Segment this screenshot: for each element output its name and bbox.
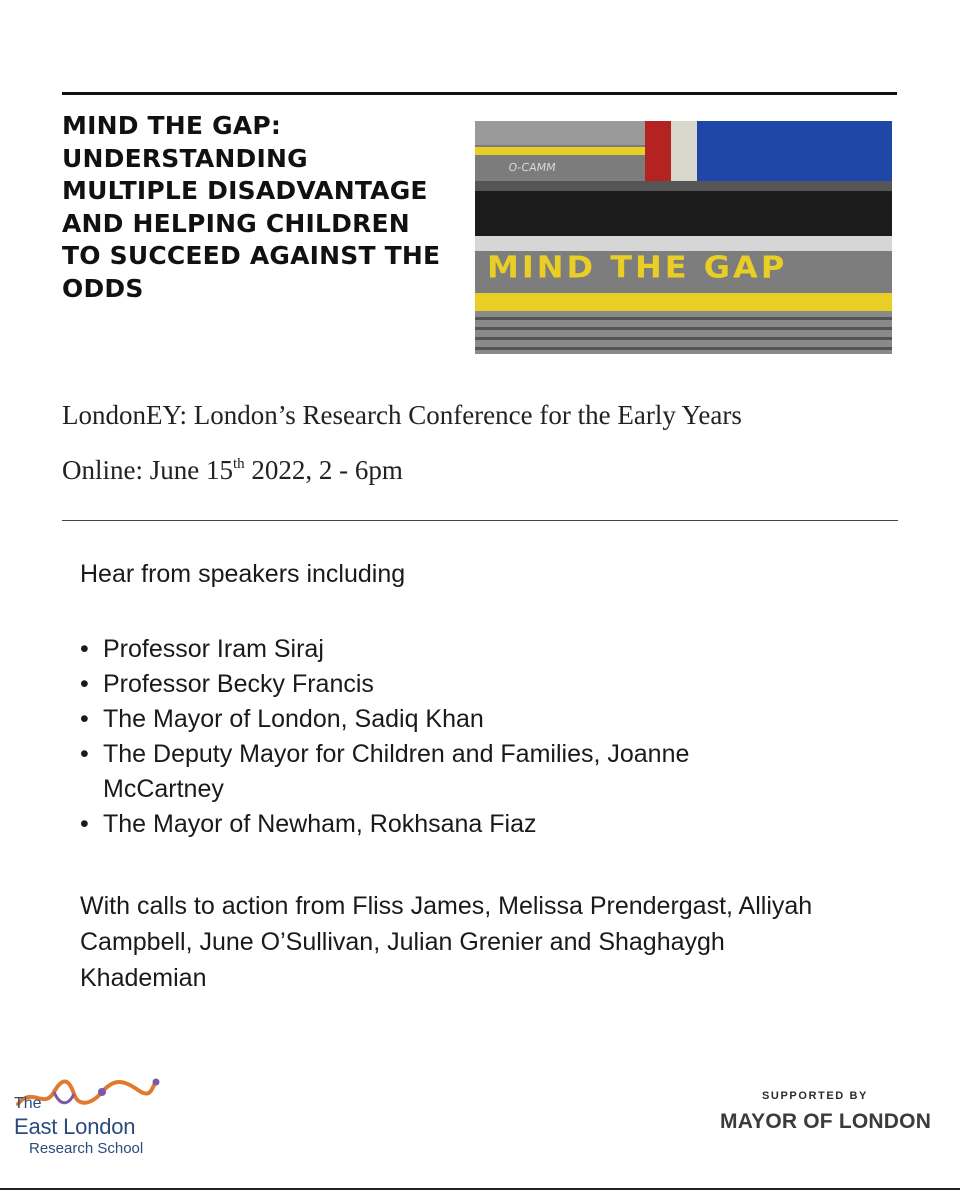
platform-image [475,121,892,354]
platform-gap [475,191,892,236]
logo-the: The [14,1095,42,1112]
floor-text: MIND THE GAP [487,250,788,286]
list-item: • The Mayor of London, Sadiq Khan [80,702,800,737]
logo-school-sub: Research School [29,1140,144,1157]
supported-by-label: SUPPORTED BY [762,1090,868,1102]
event-date [62,455,403,486]
page-title: MIND THE GAP: UNDERSTANDING MULTIPLE DISADVANTAGE AND HELPING CHILDREN TO SUCCEED AGAINST THE ODDS [62,111,441,303]
list-item: • The Mayor of Newham, Rokhsana Fiaz [80,807,800,842]
speakers-intro: Hear from speakers including [80,560,406,588]
event-date-ordinal: th [232,456,245,472]
door-yellow-strip [475,147,645,155]
list-item: • The Deputy Mayor for Children and Families, Joanne McCartney [80,737,753,807]
dot-icon [98,1088,106,1096]
divider [62,520,898,521]
list-item: • Professor Becky Francis [80,667,800,702]
mayor-of-london-logo: MAYOR OF LONDON [720,1110,932,1133]
bottom-rule [0,1188,960,1190]
event-date-prefix: Online: June 15 [62,455,233,485]
conference-name: LondonEY: London’s Research Conference for the Early Years [62,400,742,430]
calls-to-action: With calls to action from Fliss James, Melissa Prendergast, Alliyah Campbell, June O’Sullivan, Julian Grenier and Shaghaygh Khademian [80,892,813,992]
step-text: O-CAMM [507,161,557,174]
mind-the-gap-photo [475,121,892,354]
top-rule [62,92,897,95]
list-item: • Professor Iram Siraj [80,632,800,667]
speaker-list [80,632,800,842]
platform-yellow-line [475,293,892,311]
logo-school-name: East London [14,1114,136,1139]
event-date-suffix: 2022, 2 - 6pm [244,455,403,485]
